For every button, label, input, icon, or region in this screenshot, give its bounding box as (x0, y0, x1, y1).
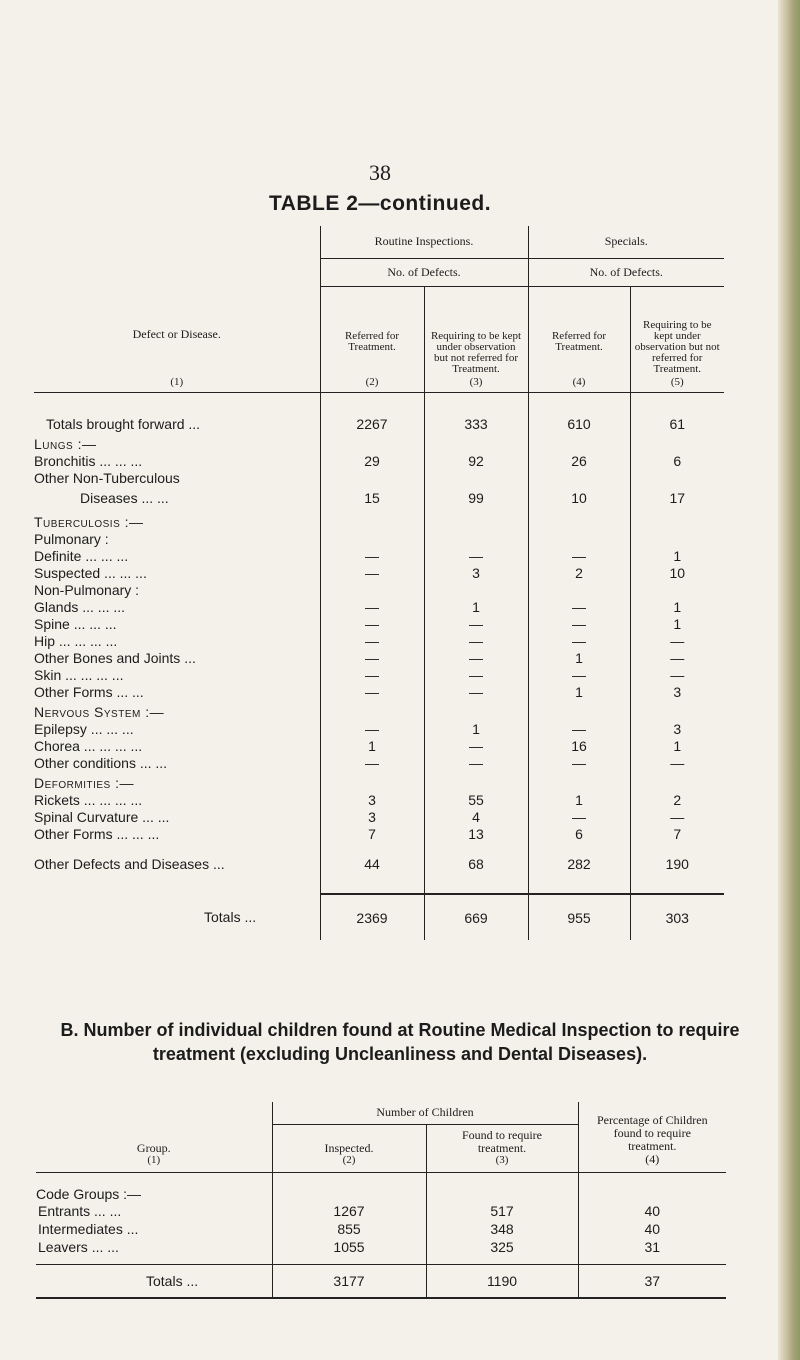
row-value-col5: 1 (673, 598, 682, 615)
table-row (34, 598, 724, 615)
row-value-col4: — (528, 598, 630, 615)
inspected-header: Inspected. (2) (272, 1124, 426, 1172)
group-value-col2: 855 (272, 1220, 426, 1238)
row-value-col5: 7 (673, 825, 682, 842)
section-b-totals-value-col2: 3177 (272, 1264, 426, 1298)
row-value-col5: — (670, 632, 685, 649)
row-value-col4: 1 (528, 791, 630, 808)
row-value-col2: — (320, 564, 424, 581)
row-value-col3: 68 (424, 842, 528, 872)
row-value-col4 (528, 581, 630, 598)
row-value-col3: — (424, 683, 528, 700)
row-value-col3: 92 (424, 452, 528, 469)
row-label: Hip ... ... ... ... (34, 632, 320, 649)
table-row (34, 547, 724, 564)
row-value-col5: 10 (669, 564, 686, 581)
table-row (34, 632, 724, 649)
row-value-col5: 6 (673, 452, 682, 469)
row-value-col5: — (670, 808, 685, 825)
row-value-col3 (424, 469, 528, 486)
group-row (36, 1202, 726, 1220)
row-value-col3: — (424, 737, 528, 754)
row-value-col5: 2 (673, 791, 682, 808)
row-value-col5 (630, 771, 724, 791)
row-value-col2: 15 (320, 486, 424, 510)
row-value-col5 (630, 700, 724, 720)
routine-inspections-header: Routine Inspections. (320, 226, 528, 258)
group-value-col4: 31 (644, 1239, 661, 1255)
row-value-col2 (320, 432, 424, 452)
row-label: Spine ... ... ... (34, 615, 320, 632)
row-value-col2: — (320, 547, 424, 564)
row-value-col3: 1 (424, 720, 528, 737)
row-label: Glands ... ... ... (34, 598, 320, 615)
row-value-col4: 610 (528, 392, 630, 432)
table-row (34, 581, 724, 598)
row-value-col5: 3 (673, 683, 682, 700)
table-row (34, 720, 724, 737)
row-value-col3: 3 (424, 564, 528, 581)
row-value-col2: — (320, 632, 424, 649)
row-label: Deformities :— (34, 771, 320, 791)
row-label: Epilepsy ... ... ... (34, 720, 320, 737)
row-label: Chorea ... ... ... ... (34, 737, 320, 754)
row-value-col4: 10 (528, 486, 630, 510)
section-b-heading: B. Number of individual children found at Routine Medical Inspection to require treatment (excluding Uncleanliness and Dental Diseases). (60, 1020, 740, 1064)
row-value-col3: — (424, 632, 528, 649)
page-edge-shadow (778, 0, 800, 1360)
row-value-col5: — (670, 754, 685, 771)
row-label: Tuberculosis :— (34, 510, 320, 530)
percentage-header: Percentage of Children found to require treatment. (4) (578, 1102, 726, 1172)
row-value-col3: 1 (424, 598, 528, 615)
row-value-col3: — (424, 615, 528, 632)
table-row (34, 771, 724, 791)
row-value-col2: 2267 (320, 392, 424, 432)
totals-value-col5: 303 (665, 909, 689, 926)
row-label: Bronchitis ... ... ... (34, 452, 320, 469)
row-label: Pulmonary : (34, 530, 320, 547)
group-value-col4: 40 (644, 1221, 661, 1237)
row-value-col2: — (320, 666, 424, 683)
row-value-col5: — (670, 649, 685, 666)
row-value-col2 (320, 581, 424, 598)
row-value-col4: 16 (528, 737, 630, 754)
row-value-col4 (528, 469, 630, 486)
row-value-col3: 99 (424, 486, 528, 510)
table-row (34, 432, 724, 452)
row-value-col3: 333 (424, 392, 528, 432)
routine-requiring-header: Requiring to be kept under observation but not referred for Treatment. (3) (424, 286, 528, 392)
row-value-col2 (320, 771, 424, 791)
row-value-col5 (630, 432, 724, 452)
row-value-col3: 13 (424, 825, 528, 842)
totals-value-col2: 2369 (320, 894, 424, 940)
row-value-col4: 2 (528, 564, 630, 581)
table-row (34, 754, 724, 771)
row-value-col3 (424, 510, 528, 530)
row-value-col4: — (528, 632, 630, 649)
group-row (36, 1220, 726, 1238)
row-value-col4 (528, 530, 630, 547)
row-value-col4: 6 (528, 825, 630, 842)
row-value-col5: 3 (673, 720, 682, 737)
specials-no-defects-header: No. of Defects. (528, 258, 724, 286)
totals-value-col4: 955 (528, 894, 630, 940)
defects-table (34, 226, 724, 940)
table-row (34, 452, 724, 469)
row-value-col2: — (320, 683, 424, 700)
group-value-col3: 325 (426, 1238, 578, 1256)
row-value-col3 (424, 581, 528, 598)
row-label: Definite ... ... ... (34, 547, 320, 564)
totals-label: Totals ... (34, 894, 320, 940)
defect-column-header: Defect or Disease. (1) (34, 226, 320, 392)
row-value-col5: 1 (673, 547, 682, 564)
group-label: Entrants ... ... (36, 1202, 272, 1220)
row-value-col3 (424, 432, 528, 452)
row-value-col4: 282 (528, 842, 630, 872)
group-value-col2: 1055 (272, 1238, 426, 1256)
code-groups-label: Code Groups :— (36, 1172, 272, 1202)
specials-referred-header: Referred for Treatment. (4) (528, 286, 630, 392)
row-label: Other Forms ... ... (34, 683, 320, 700)
row-value-col5: 61 (669, 416, 686, 432)
row-label: Nervous System :— (34, 700, 320, 720)
page-number: 38 (369, 160, 391, 185)
number-of-children-header: Number of Children (272, 1102, 578, 1124)
row-value-col2: 29 (320, 452, 424, 469)
specials-header: Specials. (528, 226, 724, 258)
section-b-table (36, 1102, 726, 1299)
specials-requiring-header: Requiring to be kept under observation but not referred for Treatment. (5) (630, 286, 724, 392)
row-label: Non-Pulmonary : (34, 581, 320, 598)
row-value-col5: 1 (673, 615, 682, 632)
row-value-col2 (320, 510, 424, 530)
row-value-col5 (630, 530, 724, 547)
group-label: Leavers ... ... (36, 1238, 272, 1256)
table-row (34, 615, 724, 632)
routine-referred-header: Referred for Treatment. (2) (320, 286, 424, 392)
row-value-col3: — (424, 649, 528, 666)
row-value-col2: 44 (320, 842, 424, 872)
group-value-col3: 348 (426, 1220, 578, 1238)
row-value-col5: — (670, 666, 685, 683)
row-value-col4: — (528, 808, 630, 825)
row-value-col4 (528, 510, 630, 530)
row-value-col2: — (320, 615, 424, 632)
row-label: Skin ... ... ... ... (34, 666, 320, 683)
table-row (34, 510, 724, 530)
row-value-col4: — (528, 547, 630, 564)
row-label: Totals brought forward ... (34, 392, 320, 432)
row-value-col4 (528, 771, 630, 791)
row-value-col5 (630, 581, 724, 598)
row-value-col3: — (424, 666, 528, 683)
table-row (34, 842, 724, 872)
row-label: Rickets ... ... ... ... (34, 791, 320, 808)
totals-value-col3: 669 (424, 894, 528, 940)
table-row (34, 808, 724, 825)
row-value-col2 (320, 469, 424, 486)
row-value-col4: — (528, 754, 630, 771)
table-row (34, 700, 724, 720)
row-label: Other Forms ... ... ... (34, 825, 320, 842)
row-value-col3 (424, 530, 528, 547)
row-value-col4: 1 (528, 683, 630, 700)
row-label: Diseases ... ... (34, 486, 320, 510)
row-value-col4: — (528, 615, 630, 632)
row-value-col2: 7 (320, 825, 424, 842)
found-header: Found to require treatment. (3) (426, 1124, 578, 1172)
table-row (34, 791, 724, 808)
row-value-col2 (320, 700, 424, 720)
row-value-col3: — (424, 754, 528, 771)
table-row (34, 530, 724, 547)
group-row (36, 1238, 726, 1256)
table-row (34, 392, 724, 432)
table-row (34, 666, 724, 683)
row-value-col2: 3 (320, 808, 424, 825)
row-value-col2 (320, 530, 424, 547)
row-value-col5: 17 (669, 490, 686, 506)
row-value-col4: — (528, 666, 630, 683)
row-value-col3: 55 (424, 791, 528, 808)
row-value-col3: 4 (424, 808, 528, 825)
row-label: Other Defects and Diseases ... (34, 842, 320, 872)
group-value-col3: 517 (426, 1202, 578, 1220)
table-row (34, 649, 724, 666)
row-label: Other Bones and Joints ... (34, 649, 320, 666)
group-header: Group. (1) (36, 1102, 272, 1172)
row-label: Spinal Curvature ... ... (34, 808, 320, 825)
row-value-col3: — (424, 547, 528, 564)
row-value-col4 (528, 700, 630, 720)
row-value-col3 (424, 700, 528, 720)
group-label: Intermediates ... (36, 1220, 272, 1238)
section-b-totals-value-col3: 1190 (426, 1264, 578, 1298)
row-label: Lungs :— (34, 432, 320, 452)
group-value-col4: 40 (644, 1203, 661, 1219)
row-value-col2: — (320, 720, 424, 737)
row-value-col5 (630, 469, 724, 486)
row-label: Other Non-Tuberculous (34, 469, 320, 486)
row-value-col4: 26 (528, 452, 630, 469)
row-value-col3 (424, 771, 528, 791)
row-label: Other conditions ... ... (34, 754, 320, 771)
table-row (34, 469, 724, 486)
section-b-totals-row (36, 1264, 726, 1298)
routine-no-defects-header: No. of Defects. (320, 258, 528, 286)
table-row (34, 564, 724, 581)
row-label: Suspected ... ... ... (34, 564, 320, 581)
section-b-totals-label: Totals ... (36, 1264, 272, 1298)
row-value-col4: 1 (528, 649, 630, 666)
table-row (34, 486, 724, 510)
row-value-col5 (630, 510, 724, 530)
row-value-col2: 3 (320, 791, 424, 808)
group-value-col2: 1267 (272, 1202, 426, 1220)
row-value-col2: — (320, 649, 424, 666)
table-row (34, 737, 724, 754)
row-value-col2: — (320, 598, 424, 615)
row-value-col4 (528, 432, 630, 452)
section-b-totals-value-col4: 37 (578, 1264, 726, 1298)
row-value-col5: 190 (665, 856, 689, 872)
table-title: TABLE 2—continued. (268, 192, 492, 215)
row-value-col4: — (528, 720, 630, 737)
table-row (34, 683, 724, 700)
row-value-col2: 1 (320, 737, 424, 754)
row-value-col5: 1 (673, 737, 682, 754)
row-value-col2: — (320, 754, 424, 771)
totals-row (34, 894, 724, 940)
table-row (34, 825, 724, 842)
